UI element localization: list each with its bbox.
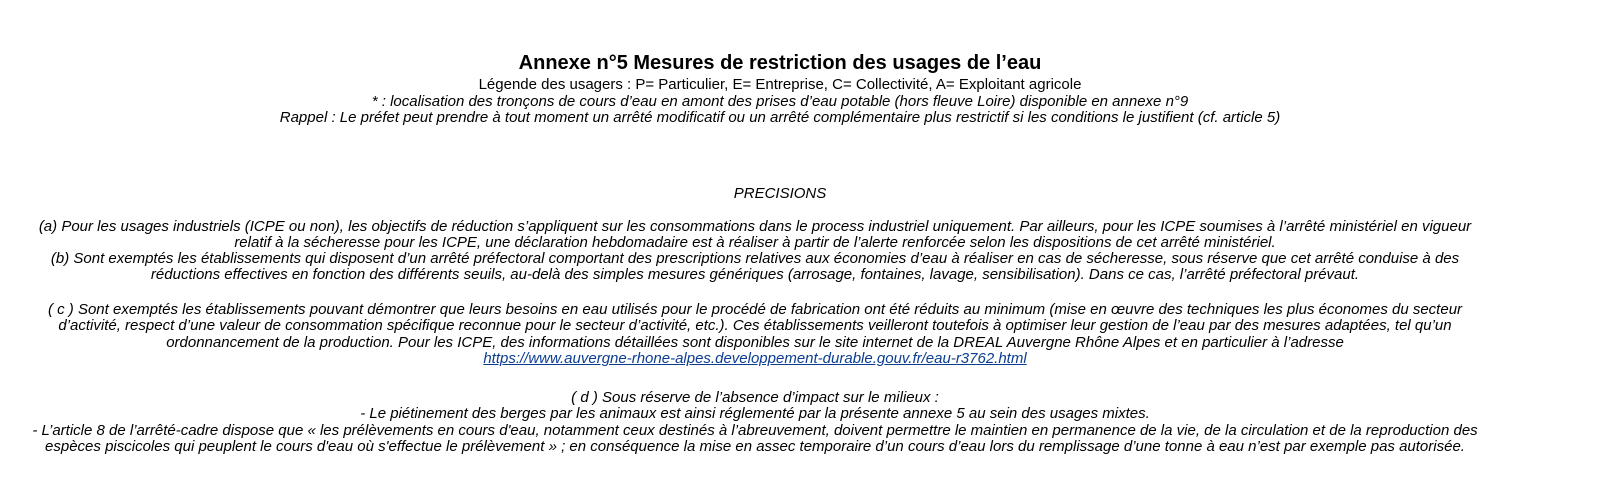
- precision-a: (a) Pour les usages industriels (ICPE ou non), les objectifs de réduction s’appliquent sur les consommations dans le process industriel uniquement. Par ailleurs, pour les ICPE soumises à l’arrêté ministériel en vigueur relatif à la sécheresse pour les ICPE, une déclaration hebdomadaire est à réaliser à partir de l’alerte renforcée selon les dispositions de cet arrêté ministériel.: [38, 218, 1472, 252]
- precision-d-item-2: - L’article 8 de l’arrêté-cadre dispose que « les prélèvements en cours d'eau, notamment ceux destinés à l’abreuvement, doivent permettre le maintien en permanence de la vie, de la circulation et de la reproduction des espèces piscicoles qui peuplent le cours d'eau où s'effectue le prélèvement » ; en conséquence la mise en assec temporaire d’un cours d’eau lors du remplissage d’une tonne à eau n’est par exemple pas autorisée.: [32, 421, 1478, 456]
- precision-d-item-1: - Le piétinement des berges par les animaux est ainsi réglementé par la présente annexe 5 au sein des usages mixtes.: [360, 405, 1150, 423]
- page-title: Annexe n°5 Mesures de restriction des usages de l’eau: [518, 52, 1042, 74]
- precision-d-intro: ( d ) Sous réserve de l’absence d’impact sur le milieux :: [571, 389, 939, 406]
- dreal-link[interactable]: https://www.auvergne-rhone-alpes.developpement-durable.gouv.fr/eau-r3762.html: [483, 350, 1027, 368]
- precision-c: [20, 302, 1490, 368]
- reminder-note: Rappel : Le préfet peut prendre à tout moment un arrêté modificatif ou un arrêté complémentaire plus restrictif si les conditions le justifient (cf. article 5): [279, 109, 1281, 126]
- location-note: * : localisation des tronçons de cours d’eau en amont des prises d’eau potable (hors fleuve Loire) disponible en annexe n°9: [371, 93, 1189, 110]
- precisions-heading: PRECISIONS: [733, 185, 827, 202]
- precision-d: [20, 390, 1490, 456]
- users-legend: Légende des usagers : P= Particulier, E= Entreprise, C= Collectivité, A= Exploitant agricole: [478, 76, 1082, 93]
- precision-c-text: ( c ) Sont exemptés les établissements pouvant démontrer que leurs besoins en eau utilisés pour le procédé de fabrication ont été réduits au minimum (mise en œuvre des techniques les plus économes du secteur d’activité, respect d’une valeur de consommation spécifique reconnue pour le secteur d’activité, etc.). Ces établissements veilleront toutefois à optimiser leur gestion de l’eau par des mesures adaptées, tel qu’un ordonnancement de la production. Pour les ICPE, des informations détaillées sont disponibles sur le site internet de la DREAL Auvergne Rhône Alpes et en particulier à l’adresse: [47, 301, 1463, 351]
- precision-b: (b) Sont exemptés les établissements qui disposent d’un arrêté préfectoral comportant des prescriptions relatives aux économies d’eau à réaliser en cas de sécheresse, sous réserve que cet arrêté conduise à des réductions effectives en fonction des différents seuils, au-delà des simples mesures génériques (arrosage, fontaines, lavage, sensibilisation). Dans ce cas, l’arrêté préfectoral prévaut.: [50, 250, 1460, 284]
